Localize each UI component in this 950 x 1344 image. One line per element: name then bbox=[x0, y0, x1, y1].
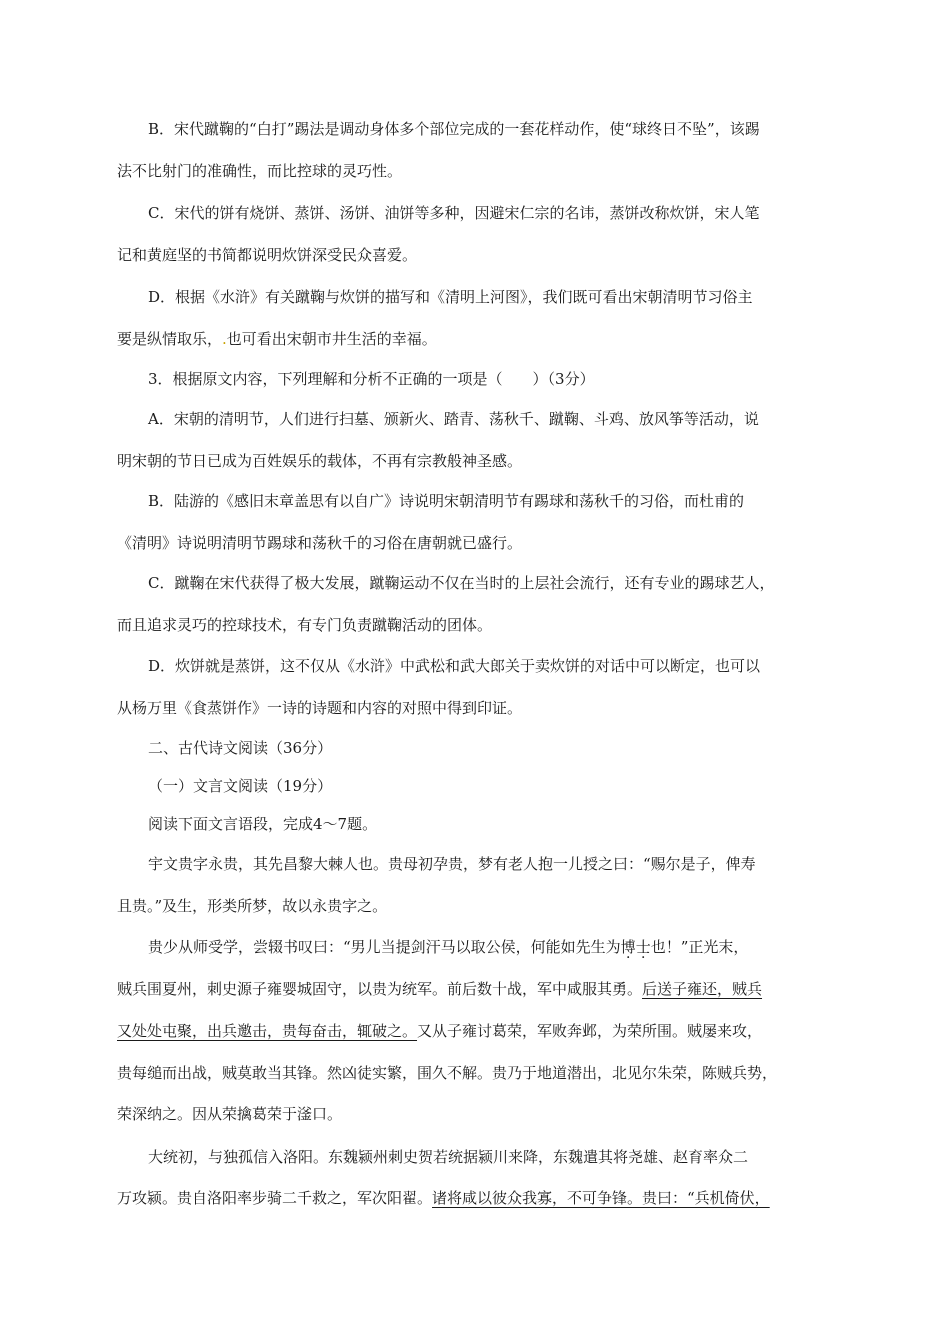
option-d-line-1: D．根据《水浒》有关蹴鞠与炊饼的描写和《清明上河图》，我们既可看出宋朝清明节习俗主 bbox=[148, 288, 753, 306]
passage-para-2-line-4: 贵每缒而出战，贼莫敢当其锋。然凶徒实繁，围久不解。贵乃于地道潜出，北见尔朱荣，陈贼兵势， bbox=[117, 1064, 778, 1082]
emphasis-dot-char: 博 bbox=[620, 938, 636, 956]
q3-option-d-line-2: 从杨万里《食蒸饼作》一诗的诗题和内容的对照中得到印证。 bbox=[117, 699, 523, 717]
option-b-line-2: 法不比射门的准确性，而比控球的灵巧性。 bbox=[117, 162, 403, 180]
text-span: 也可看出宋朝市井生活的幸福。 bbox=[226, 330, 437, 348]
section-heading: 二、古代诗文阅读（36分） bbox=[148, 739, 333, 757]
underlined-sentence: 又处处屯聚，出兵邀击，贵每奋击，辄破之。 bbox=[117, 1022, 418, 1040]
underlined-sentence: 后送子雍还，贼兵 bbox=[642, 980, 763, 998]
passage-para-3-line-1: 大统初，与独孤信入洛阳。东魏颍州刺史贺若统据颍川来降，东魏遣其将尧雄、赵育率众二 bbox=[148, 1148, 749, 1166]
q3-option-d-line-1: D．炊饼就是蒸饼，这不仅从《水浒》中武松和武大郎关于卖炊饼的对话中可以断定，也可以 bbox=[148, 657, 761, 675]
passage-para-2-line-1 bbox=[148, 937, 748, 957]
q3-option-c-line-1: C．蹴鞠在宋代获得了极大发展，蹴鞠运动不仅在当时的上层社会流行，还有专业的踢球艺人， bbox=[148, 574, 775, 592]
q3-option-a-line-1: A．宋朝的清明节，人们进行扫墓、颁新火、踏青、荡秋千、蹴鞠、斗鸡、放风筝等活动，说 bbox=[148, 410, 759, 428]
text-span: 万攻颍。贵自洛阳率步骑二千救之，军次阳翟。 bbox=[117, 1189, 433, 1207]
passage-para-2-line-2 bbox=[117, 979, 762, 999]
option-b-line-1: B．宋代蹴鞠的“白打”踢法是调动身体多个部位完成的一套花样动作，使“球终日不坠”，该踢 bbox=[148, 120, 760, 138]
text-span: 也！”正光末， bbox=[650, 938, 749, 956]
underlined-sentence: 诸将咸以彼众我寡，不可争锋。贵曰：“兵机倚伏， bbox=[432, 1189, 770, 1207]
option-c-line-1: C．宋代的饼有烧饼、蒸饼、汤饼、油饼等多种，因避宋仁宗的名讳，蒸饼改称炊饼，宋人笔 bbox=[148, 204, 760, 222]
q3-option-b-line-1: B．陆游的《感旧末章盖思有以自广》诗说明宋朝清明节有踢球和荡秋千的习俗，而杜甫的 bbox=[148, 492, 745, 510]
q3-option-b-line-2: 《清明》诗说明清明节踢球和荡秋千的习俗在唐朝就已盛行。 bbox=[117, 534, 523, 552]
passage-para-1-line-1: 宇文贵字永贵，其先昌黎大棘人也。贵母初孕贵，梦有老人抱一儿授之曰：“赐尔是子，俾寿 bbox=[148, 855, 756, 873]
text-span: 又从子雍讨葛荣，军败奔邺，为荣所围。贼屡来攻， bbox=[417, 1022, 763, 1040]
q3-option-a-line-2: 明宋朝的节日已成为百姓娱乐的载体，不再有宗教般神圣感。 bbox=[117, 452, 523, 470]
text-span: 贵少从师受学，尝辍书叹曰：“男儿当提剑汗马以取公侯，何能如先生为 bbox=[148, 938, 621, 956]
text-span: 贼兵围夏州，刺史源子雍婴城固守，以贵为统军。前后数十战，军中咸服其勇。 bbox=[117, 980, 643, 998]
subsection-heading: （一）文言文阅读（19分） bbox=[148, 777, 333, 795]
passage-para-2-line-3 bbox=[117, 1021, 762, 1041]
reading-instruction: 阅读下面文言语段，完成4～7题。 bbox=[148, 815, 378, 833]
text-span: 要是纵情取乐， bbox=[117, 330, 223, 348]
stray-mark: . bbox=[222, 330, 227, 348]
option-c-line-2: 记和黄庭坚的书简都说明炊饼深受民众喜爱。 bbox=[117, 246, 418, 264]
question-3-stem: 3．根据原文内容，下列理解和分析不正确的一项是（ ）（3分） bbox=[148, 370, 595, 388]
option-d-line-2 bbox=[117, 329, 437, 349]
q3-option-c-line-2: 而且追求灵巧的控球技术，有专门负责蹴鞠活动的团体。 bbox=[117, 616, 493, 634]
passage-para-2-line-5: 荣深纳之。因从荣擒葛荣于滏口。 bbox=[117, 1105, 343, 1123]
emphasis-dot-char: 士 bbox=[635, 938, 651, 956]
passage-para-1-line-2: 且贵。”及生，形类所梦，故以永贵字之。 bbox=[117, 897, 388, 915]
passage-para-3-line-2 bbox=[117, 1188, 770, 1208]
